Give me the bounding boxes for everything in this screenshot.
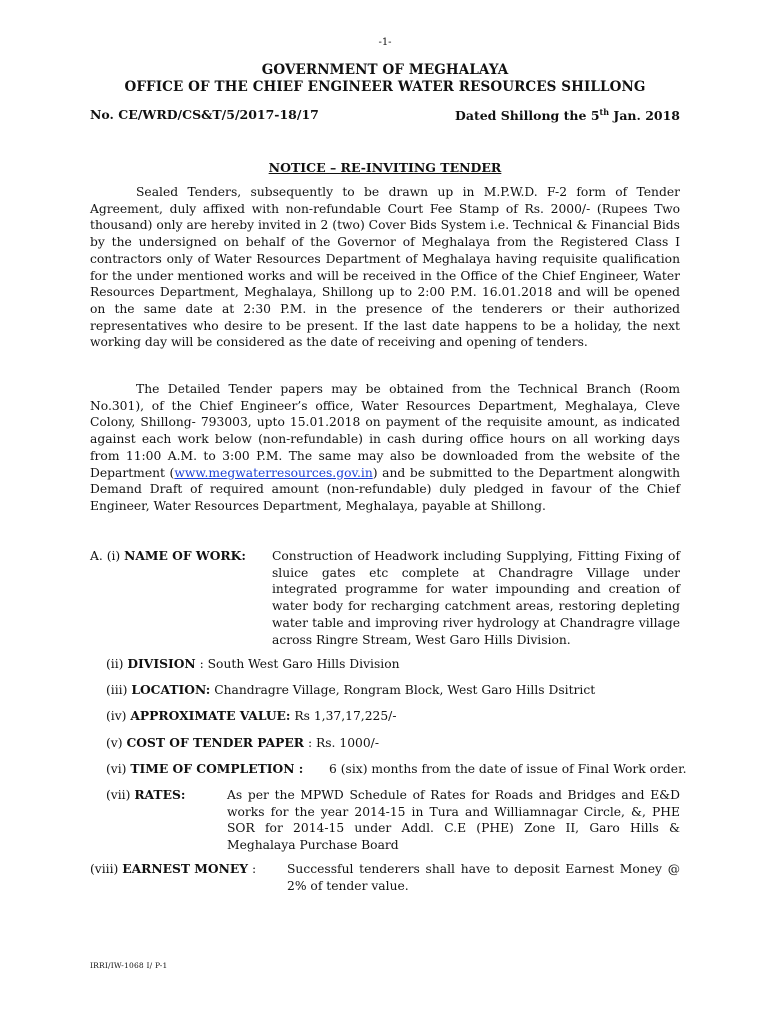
reference-number: No. CE/WRD/CS&T/5/2017-18/17 [90, 107, 319, 122]
cost-of-tender-item: (v) COST OF TENDER PAPER : Rs. 1000/- [106, 735, 379, 750]
page-number: -1- [378, 37, 392, 48]
time-of-completion-label: (vi) TIME OF COMPLETION : [106, 761, 304, 776]
reference-line [90, 107, 680, 122]
location-item: (iii) LOCATION: Chandragre Village, Rongram Block, West Garo Hills Dsitrict [106, 682, 596, 697]
footer-code: IRRI/IW-1068 I/ P-1 [90, 961, 168, 970]
time-of-completion-value: 6 (six) months from the date of issue of Final Work order. [329, 762, 687, 776]
division-item: (ii) DIVISION : South West Garo Hills Division [106, 656, 400, 671]
earnest-money-value: Successful tenderers shall have to deposit Earnest Money @ 2% of tender value. [287, 862, 680, 893]
name-of-work-label: A. (i) NAME OF WORK: [90, 548, 246, 563]
government-heading: GOVERNMENT OF MEGHALAYA [261, 62, 509, 78]
approximate-value-item: (iv) APPROXIMATE VALUE: Rs 1,37,17,225/- [106, 708, 397, 723]
paragraph-tender-invitation: Sealed Tenders, subsequently to be drawn up in M.P.W.D. F-2 form of Tender Agreement, duly affixed with non-refundable Court Fee Stamp of Rs. 2000/- (Rupees Two thousand) only are hereby invited in 2 (two) Cover Bids System i.e. Technical & Financial Bids by the undersigned on behalf of the Governor of Meghalaya from the Registered Class I contractors only of Water Resources Department of Meghalaya having requisite qualification for the under mentioned works and will be received in the Office of the Chief Engineer, Water Resources Department, Meghalaya, Shillong up to 2:00 P.M. 16.01.2018 and will be opened on the same date at 2:30 P.M. in the presence of the tenderers or their authorized representatives who desire to be present. If the last date happens to be a holiday, the next working day will be considered as the date of receiving and opening of tenders. [90, 185, 680, 350]
rates-label: (vii) RATES: [106, 787, 186, 802]
office-heading: OFFICE OF THE CHIEF ENGINEER WATER RESOURCES SHILLONG [124, 79, 646, 95]
name-of-work-value: Construction of Headwork including Supplying, Fitting Fixing of sluice gates etc complete at Chandragre Village under integrated programme for water impounding and creation of water body for recharging catchment areas, restoring depleting water table and improving river hydrology at Chandragre village across Ringre Stream, West Garo Hills Division. [272, 549, 680, 647]
notice-title: NOTICE – RE-INVITING TENDER [268, 160, 502, 175]
paragraph-tender-papers: The Detailed Tender papers may be obtained from the Technical Branch (Room No.301), of the Chief Engineer’s office, Water Resources Department, Meghalaya, Cleve Colony, Shillong- 793003, upto 15.01.2018 on payment of the requisite amount, as indicated against each work below (non-refundable) in cash during office hours on all working days from 11:00 A.M. to 3:00 P.M. The same may also be downloaded from the website of the Department (www.megwaterresources.gov.in) and be submitted to the Department alongwith Demand Draft of required amount (non-refundable) duly pledged in favour of the Chief Engineer, Water Resources Department, Meghalaya, payable at Shillong. [90, 382, 680, 513]
reference-date: Dated Shillong the 5th Jan. 2018 [455, 107, 680, 124]
department-website-link[interactable]: www.megwaterresources.gov.in [174, 465, 373, 480]
earnest-money-label: (viii) EARNEST MONEY : [90, 861, 257, 876]
rates-value: As per the MPWD Schedule of Rates for Roads and Bridges and E&D works for the year 2014-15 in Tura and Williamnagar Circle, &, PHE SOR for 2014-15 under Addl. C.E (PHE) Zone II, Garo Hills & Meghalaya Purchase Board [227, 788, 680, 853]
